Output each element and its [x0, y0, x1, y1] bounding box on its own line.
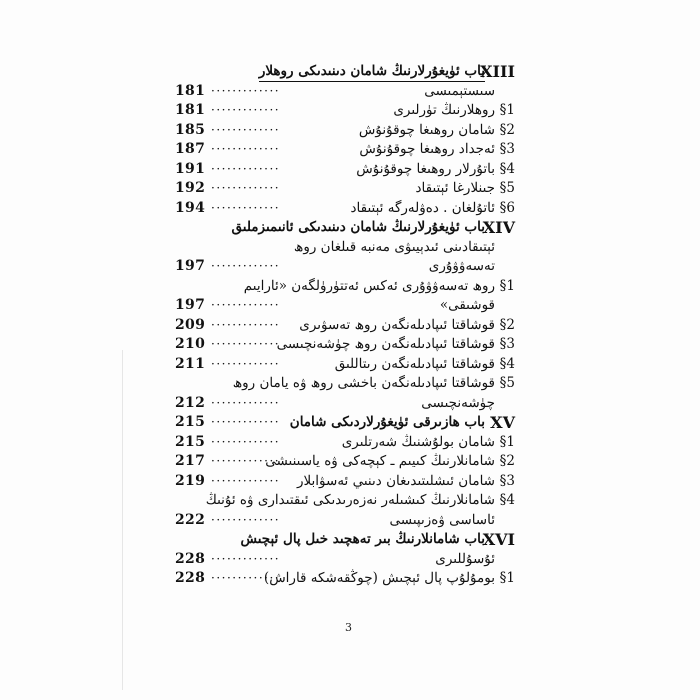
section-marker: §2: [499, 453, 515, 469]
toc-entry: [175, 179, 515, 199]
page-fold-line: [122, 350, 123, 690]
toc-leader-dots: ·············: [211, 415, 281, 429]
section-title: جىنلارغا ئېتىقاد: [415, 180, 495, 196]
toc-entry: [175, 511, 515, 531]
toc-leader-dots: ·············: [211, 454, 281, 468]
toc-entry: [175, 452, 515, 472]
toc-page-number: 197: [175, 297, 206, 313]
section-marker: §2: [499, 316, 515, 333]
toc-entry: [175, 472, 515, 492]
toc-page-number: 192: [175, 180, 206, 196]
section-title: ئاتۇلغان . دەۋلەرگە ئېتىقاد: [350, 199, 495, 216]
toc-page-number: 215: [175, 433, 206, 450]
toc-entry: [175, 218, 515, 238]
chapter-title: باب ئۈيغۇرلارنىڭ شامان دىنىدىكى روھلار: [259, 62, 485, 82]
section-marker: §3: [499, 472, 515, 489]
toc-leader-dots: ·············: [211, 356, 281, 371]
toc-page-number: 219: [175, 472, 206, 489]
section-marker: §1: [499, 102, 515, 118]
toc-leader-dots: ·············: [211, 161, 281, 176]
toc-entry: [175, 355, 515, 375]
toc-page-number: 212: [175, 394, 206, 411]
chapter-roman-numeral: XIV: [482, 218, 515, 237]
toc-page-number: 222: [175, 511, 206, 528]
section-marker: §4: [499, 160, 515, 177]
toc-entry: [175, 433, 515, 453]
toc-leader-dots: ·············: [211, 395, 281, 410]
toc-page-number: 211: [175, 355, 206, 372]
toc-leader-dots: ·············: [211, 434, 281, 449]
title-continuation: ئاساسى ۋەزىپىسى: [389, 511, 495, 528]
chapter-title: باب ئۈيغۇرلارنىڭ شامان دىنىدىكى ئانىمىزملىق: [231, 219, 485, 235]
section-marker: §2: [499, 121, 515, 138]
toc-entry: [175, 82, 515, 102]
section-title: باتۇرلار روھىغا چوقۇنۇش: [356, 160, 495, 177]
section-title: شامانلارنىڭ كىشىلەر نەزەرىدىكى ئىقتىدارى ۋە ئۇنىڭ: [205, 492, 495, 508]
toc-leader-dots: ·············: [211, 142, 281, 156]
section-title: شامان روھىغا چوقۇنۇش: [358, 121, 495, 138]
title-continuation: سىستېمىسى: [424, 82, 495, 99]
toc-page-number: 185: [175, 121, 206, 138]
section-marker: §5: [499, 180, 515, 196]
toc-page-number: 194: [175, 199, 206, 216]
section-title: ئەجداد روھىغا چوقۇنۇش: [359, 141, 495, 157]
table-of-contents: [175, 62, 515, 589]
toc-leader-dots: ·············: [211, 337, 281, 351]
toc-entry: [175, 101, 515, 121]
toc-leader-dots: ·············: [211, 298, 281, 312]
toc-entry: [175, 257, 515, 277]
toc-entry: [175, 316, 515, 336]
toc-page-number: 228: [175, 550, 206, 567]
toc-page-number: 209: [175, 316, 206, 333]
toc-page-number: 181: [175, 82, 206, 99]
toc-entry: [175, 121, 515, 141]
section-marker: §3: [499, 336, 515, 352]
title-continuation: قوشىقى»: [439, 297, 495, 313]
toc-entry: [175, 530, 515, 550]
title-continuation: ئۇسۇللىرى: [435, 550, 495, 567]
chapter-roman-numeral: XIII: [480, 62, 515, 81]
chapter-title: باب ھازىرقى ئۈيغۇرلاردىكى شامان: [289, 414, 485, 430]
toc-leader-dots: ·············: [211, 551, 281, 566]
toc-leader-dots: ·············: [211, 571, 281, 585]
toc-entry: [175, 62, 515, 82]
toc-leader-dots: ·············: [211, 259, 281, 273]
toc-leader-dots: ·············: [211, 317, 281, 332]
toc-entry: [175, 413, 515, 433]
toc-page-number: 197: [175, 258, 206, 274]
toc-page-number: 210: [175, 336, 206, 352]
toc-leader-dots: ·············: [211, 83, 281, 98]
section-title: قوشاقتا ئىپادىلەنگەن باخشى روھ ۋە يامان روھ: [232, 375, 495, 391]
toc-page-number: 191: [175, 160, 206, 177]
section-title: قوشاقتا ئىپادىلەنگەن روھ چۈشەنچىسى: [276, 336, 495, 352]
section-title: روھلارنىڭ تۈرلىرى: [393, 102, 495, 118]
toc-entry: [175, 199, 515, 219]
title-continuation: تەسەۋۋۇرى: [428, 258, 495, 274]
section-marker: §1: [499, 433, 515, 450]
section-marker: §1: [499, 277, 515, 294]
toc-page-number: 215: [175, 414, 206, 430]
chapter-roman-numeral: XV: [490, 413, 515, 432]
section-marker: §3: [499, 141, 515, 157]
toc-entry: [175, 335, 515, 355]
toc-leader-dots: ·············: [211, 122, 281, 137]
toc-entry: [175, 277, 515, 297]
section-title: شامان بولۇشنىڭ شەرتلىرى: [341, 433, 495, 450]
chapter-roman-numeral: XVI: [482, 530, 515, 549]
section-title: روھ تەسەۋۋۇرى ئەكس ئەتتۈرۈلگەن «ئارايىم: [243, 277, 495, 294]
section-marker: §1: [499, 570, 515, 586]
title-continuation: چۈشەنچىسى: [421, 394, 495, 411]
toc-entry: [175, 140, 515, 160]
toc-leader-dots: ·············: [211, 181, 281, 195]
section-marker: §4: [499, 492, 515, 508]
toc-entry: [175, 394, 515, 414]
toc-leader-dots: ·············: [211, 200, 281, 215]
toc-page-number: 217: [175, 453, 206, 469]
section-marker: §6: [499, 199, 515, 216]
toc-entry: [175, 374, 515, 394]
toc-page-number: 228: [175, 570, 206, 586]
toc-page-number: 187: [175, 141, 206, 157]
section-title: شامانلارنىڭ كىيىم ـ كېچەكى ۋە ياسىنىشى: [265, 453, 495, 469]
chapter-title: باب شامانلارنىڭ بىر تەھچىد خىل پال ئېچىش: [240, 531, 485, 547]
toc-entry: [175, 238, 515, 258]
toc-leader-dots: ·············: [211, 473, 281, 488]
title-continuation: ئېتىقادىنى ئىدېيىۋى مەنبە قىلغان روھ: [293, 238, 495, 255]
section-title: شامان ئىشلىتىدىغان دىنىي ئەسۋابلار: [296, 472, 495, 489]
toc-entry: [175, 160, 515, 180]
section-marker: §5: [499, 375, 515, 391]
toc-entry: [175, 296, 515, 316]
section-title: قوشاقتا ئىپادىلەنگەن رىتاللىق: [334, 355, 495, 372]
toc-entry: [175, 569, 515, 589]
section-marker: §4: [499, 355, 515, 372]
toc-page-number: 181: [175, 102, 206, 118]
page-number: 3: [345, 621, 352, 634]
section-title: قوشاقتا ئىپادىلەنگەن روھ تەسۋىرى: [299, 316, 495, 333]
toc-leader-dots: ·············: [211, 512, 281, 527]
toc-entry: [175, 550, 515, 570]
toc-leader-dots: ·············: [211, 103, 281, 117]
section-title: بومۇلۇپ پال ئېچىش (چوڭقەشكە قاراش): [263, 570, 495, 586]
toc-entry: [175, 491, 515, 511]
